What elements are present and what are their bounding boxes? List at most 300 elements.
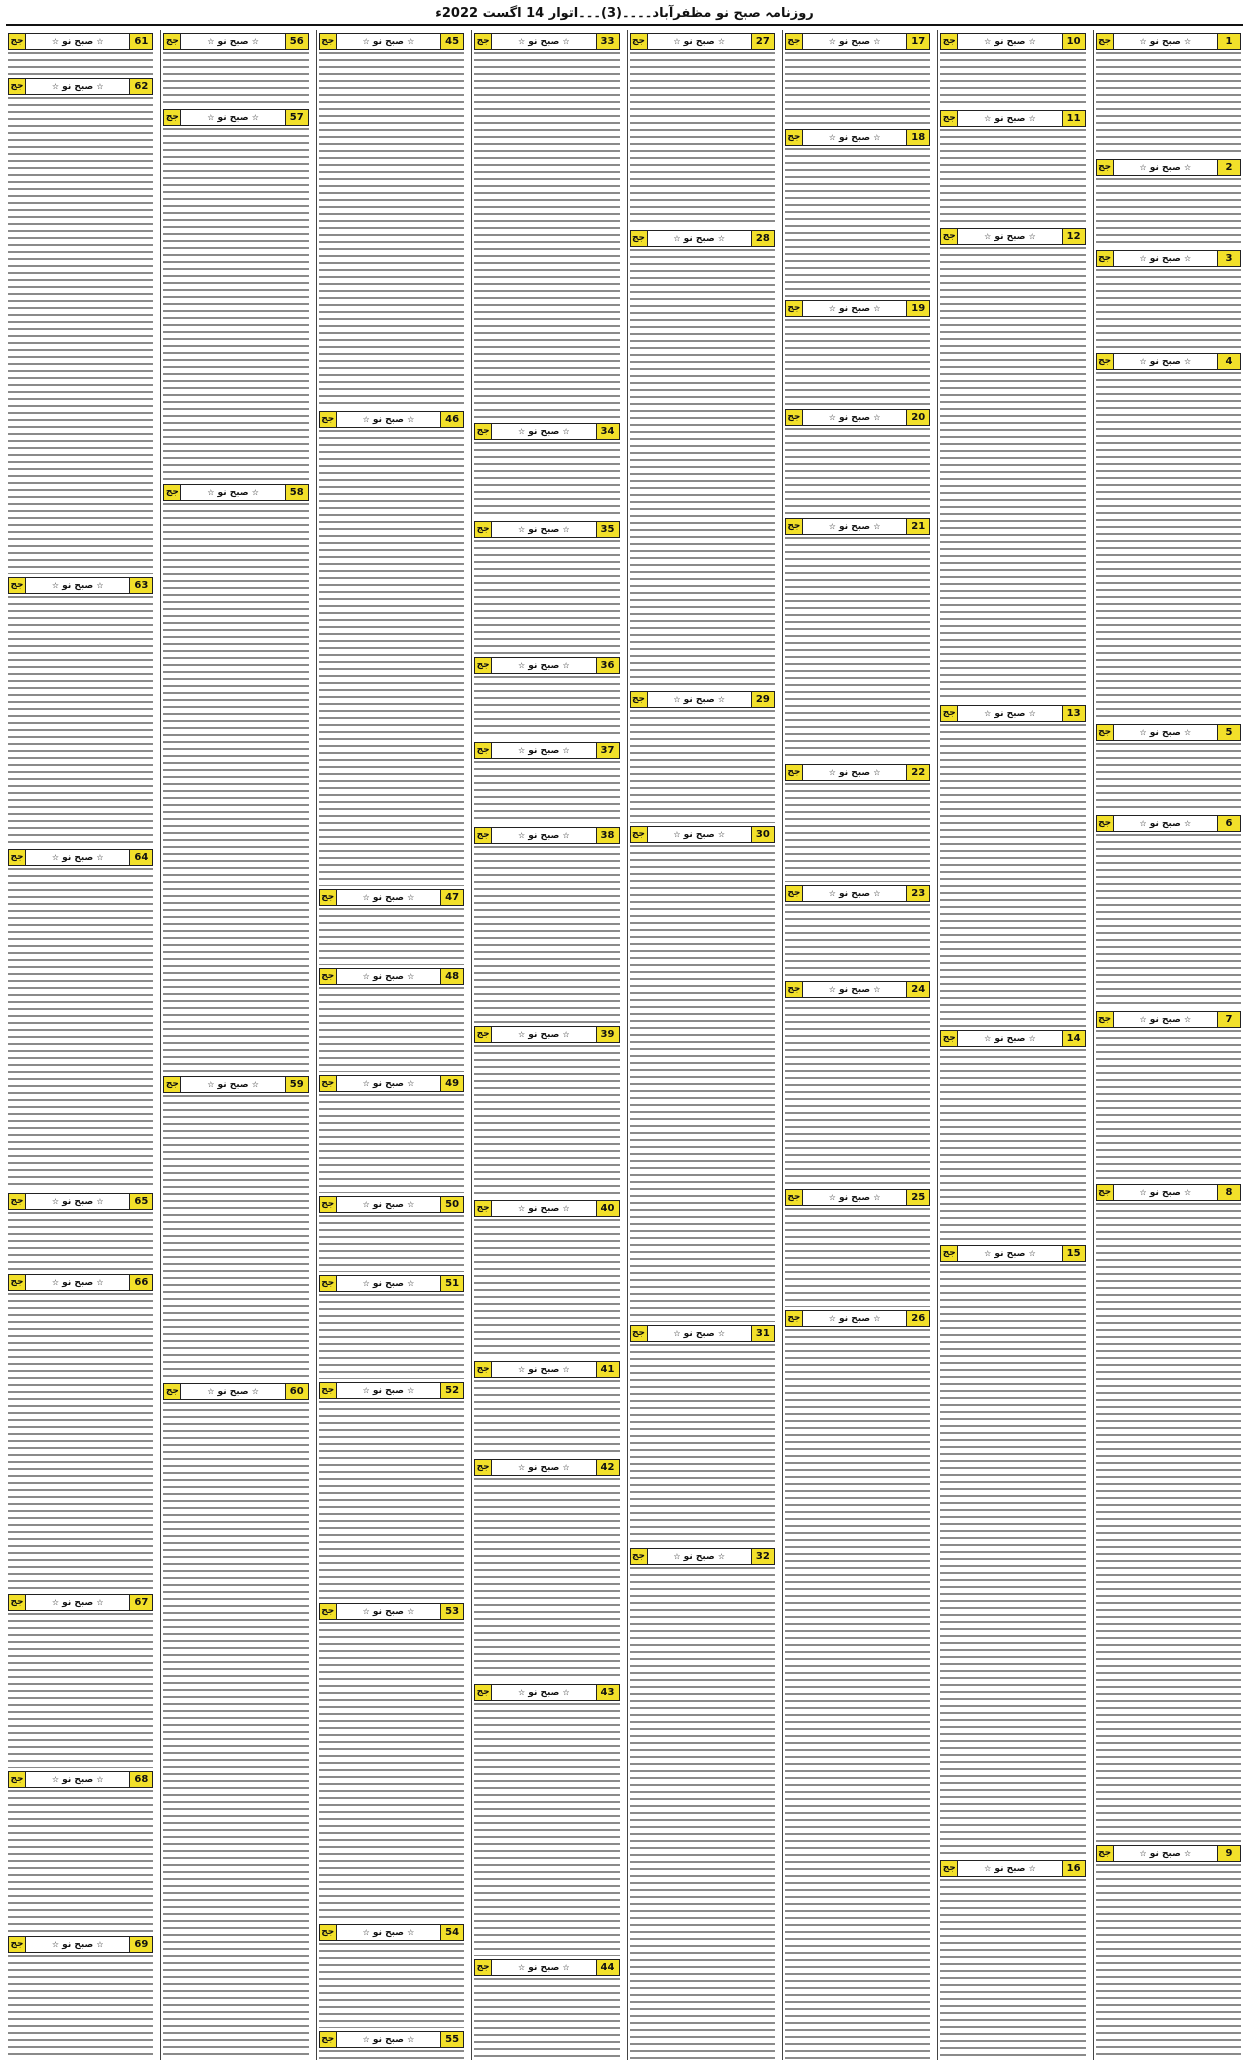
newspaper-name: صبح نو xyxy=(994,1863,1026,1874)
text-lines xyxy=(8,97,153,574)
item-header xyxy=(26,850,129,866)
category-badge: جج xyxy=(9,1937,26,1952)
item-text-block xyxy=(319,52,464,408)
star-icon: ☆ xyxy=(96,1939,104,1949)
star-icon: ☆ xyxy=(873,984,881,994)
star-icon: ☆ xyxy=(873,521,881,531)
newspaper-name: صبح نو xyxy=(372,2034,404,2045)
text-lines xyxy=(163,1402,308,2060)
masthead: روزنامہ صبح نو مظفرآباد۔۔۔۔(3)۔۔۔اتوار 14 اگست 2022ء xyxy=(6,4,1243,26)
star-icon: ☆ xyxy=(1028,1248,1036,1258)
item-text-block xyxy=(319,908,464,965)
news-item xyxy=(474,30,619,420)
item-header xyxy=(337,890,440,906)
category-badge: جج xyxy=(786,1311,803,1326)
star-icon: ☆ xyxy=(51,1939,60,1949)
star-icon: ☆ xyxy=(717,1328,725,1338)
item-number: 12 xyxy=(1062,229,1085,244)
newspaper-name: صبح نو xyxy=(372,971,404,982)
item-header-bar xyxy=(474,827,619,844)
category-badge: جج xyxy=(941,229,958,244)
item-header xyxy=(958,229,1061,245)
item-header-bar xyxy=(474,1959,619,1976)
newspaper-name: صبح نو xyxy=(528,1364,560,1375)
item-number: 17 xyxy=(906,34,929,49)
star-icon: ☆ xyxy=(673,1551,681,1561)
star-icon: ☆ xyxy=(362,1199,370,1209)
item-text-block xyxy=(474,1045,619,1197)
star-icon: ☆ xyxy=(828,767,836,777)
star-icon: ☆ xyxy=(717,1551,725,1561)
star-icon: ☆ xyxy=(1139,36,1147,46)
category-badge: جج xyxy=(164,1384,181,1399)
item-header xyxy=(1114,251,1217,267)
item-header-bar xyxy=(163,33,308,50)
item-number: 66 xyxy=(129,1275,152,1290)
news-item xyxy=(319,886,464,965)
item-number: 29 xyxy=(751,692,774,707)
news-item xyxy=(163,1073,308,1380)
newspaper-name: صبح نو xyxy=(994,36,1026,47)
item-header xyxy=(648,1549,751,1565)
newspaper-name: صبح نو xyxy=(62,1277,94,1288)
category-badge: جج xyxy=(475,424,492,439)
item-number: 28 xyxy=(751,231,774,246)
item-number: 35 xyxy=(596,522,619,537)
star-icon: ☆ xyxy=(407,1199,415,1209)
text-lines xyxy=(785,537,930,761)
star-icon: ☆ xyxy=(207,36,215,46)
item-text-block xyxy=(785,52,930,126)
item-number: 8 xyxy=(1217,1185,1240,1200)
news-item xyxy=(1096,350,1241,721)
item-text-block xyxy=(8,1955,153,2060)
news-item xyxy=(474,654,619,739)
newspaper-name: صبح نو xyxy=(1149,356,1181,367)
category-badge: جج xyxy=(320,890,337,905)
item-header xyxy=(337,969,440,985)
item-header-bar xyxy=(319,2031,464,2048)
item-header-bar xyxy=(8,577,153,594)
star-icon: ☆ xyxy=(1139,162,1147,172)
item-text-block xyxy=(785,783,930,882)
newspaper-name: صبح نو xyxy=(683,829,715,840)
item-text-block xyxy=(319,987,464,1072)
newspaper-name: صبح نو xyxy=(372,892,404,903)
item-text-block xyxy=(630,710,775,823)
item-header xyxy=(26,34,129,50)
item-number: 15 xyxy=(1062,1246,1085,1261)
item-header-bar xyxy=(319,968,464,985)
news-item xyxy=(8,846,153,1190)
text-lines xyxy=(8,52,153,75)
star-icon: ☆ xyxy=(984,1248,992,1258)
star-icon: ☆ xyxy=(562,426,570,436)
text-lines xyxy=(785,319,930,406)
category-badge: جج xyxy=(320,2032,337,2047)
item-header xyxy=(26,578,129,594)
text-lines xyxy=(940,247,1085,702)
item-header-bar xyxy=(474,1026,619,1043)
item-header xyxy=(958,111,1061,127)
news-item xyxy=(319,1193,464,1272)
item-header-bar xyxy=(785,409,930,426)
item-number: 23 xyxy=(906,886,929,901)
item-number: 45 xyxy=(440,34,463,49)
text-lines xyxy=(1096,269,1241,350)
star-icon: ☆ xyxy=(828,303,836,313)
star-icon: ☆ xyxy=(1183,1014,1192,1024)
item-header-bar xyxy=(785,764,930,781)
item-number: 18 xyxy=(906,130,929,145)
text-lines xyxy=(785,52,930,126)
star-icon: ☆ xyxy=(517,745,526,755)
item-text-block xyxy=(8,52,153,75)
newspaper-name: صبح نو xyxy=(62,1597,94,1608)
item-header-bar xyxy=(1096,353,1241,370)
news-item xyxy=(630,227,775,688)
star-icon: ☆ xyxy=(251,112,259,122)
item-number: 1 xyxy=(1217,34,1240,49)
star-icon: ☆ xyxy=(407,1385,415,1395)
star-icon: ☆ xyxy=(362,1385,370,1395)
item-text-block xyxy=(319,1294,464,1379)
item-number: 39 xyxy=(596,1027,619,1042)
category-badge: جج xyxy=(786,130,803,145)
text-lines xyxy=(319,430,464,886)
newspaper-name: صبح نو xyxy=(372,414,404,425)
star-icon: ☆ xyxy=(96,580,104,590)
item-number: 56 xyxy=(285,34,308,49)
text-lines xyxy=(940,1264,1085,1857)
star-icon: ☆ xyxy=(1028,1863,1036,1873)
item-number: 3 xyxy=(1217,251,1240,266)
item-header xyxy=(337,1925,440,1941)
item-header xyxy=(337,34,440,50)
item-text-block xyxy=(319,1215,464,1272)
news-item xyxy=(940,30,1085,107)
item-text-block xyxy=(1096,178,1241,247)
news-item xyxy=(319,1272,464,1379)
item-number: 11 xyxy=(1062,111,1085,126)
item-header-bar xyxy=(940,1245,1085,1262)
item-header-bar xyxy=(8,1594,153,1611)
category-badge: جج xyxy=(786,301,803,316)
newspaper-name: صبح نو xyxy=(683,1328,715,1339)
category-badge: جج xyxy=(941,1246,958,1261)
category-badge: جج xyxy=(1097,1185,1114,1200)
item-text-block xyxy=(940,1264,1085,1857)
news-item xyxy=(785,515,930,761)
category-badge: جج xyxy=(941,34,958,49)
item-number: 65 xyxy=(129,1194,152,1209)
item-number: 26 xyxy=(906,1311,929,1326)
item-number: 24 xyxy=(906,982,929,997)
newspaper-name: صبح نو xyxy=(839,888,871,899)
newspaper-name: صبح نو xyxy=(217,1079,249,1090)
newspaper-name: صبح نو xyxy=(994,231,1026,242)
item-number: 38 xyxy=(596,828,619,843)
category-badge: جج xyxy=(786,886,803,901)
star-icon: ☆ xyxy=(1028,36,1036,46)
item-header-bar xyxy=(940,228,1085,245)
news-item xyxy=(319,2028,464,2060)
text-lines xyxy=(319,1943,464,2028)
item-number: 57 xyxy=(285,110,308,125)
item-number: 37 xyxy=(596,743,619,758)
text-lines xyxy=(785,148,930,297)
item-header xyxy=(803,130,906,146)
item-number: 40 xyxy=(596,1201,619,1216)
star-icon: ☆ xyxy=(407,892,415,902)
news-item xyxy=(474,1358,619,1456)
star-icon: ☆ xyxy=(673,694,681,704)
item-header xyxy=(181,110,284,126)
text-lines xyxy=(8,1293,153,1591)
category-badge: جج xyxy=(1097,1012,1114,1027)
news-item xyxy=(785,297,930,406)
newspaper-name: صبح نو xyxy=(372,36,404,47)
item-header-bar xyxy=(319,1196,464,1213)
category-badge: جج xyxy=(9,1194,26,1209)
star-icon: ☆ xyxy=(407,414,415,424)
newspaper-name: صبح نو xyxy=(372,1927,404,1938)
text-lines xyxy=(1096,372,1241,721)
newspaper-name: صبح نو xyxy=(528,830,560,841)
item-header xyxy=(26,1275,129,1291)
star-icon: ☆ xyxy=(407,36,415,46)
star-icon: ☆ xyxy=(1183,356,1192,366)
item-header xyxy=(181,1384,284,1400)
star-icon: ☆ xyxy=(251,487,259,497)
text-lines xyxy=(319,1215,464,1272)
item-number: 6 xyxy=(1217,816,1240,831)
item-number: 33 xyxy=(596,34,619,49)
newspaper-name: صبح نو xyxy=(1149,818,1181,829)
text-lines xyxy=(630,52,775,227)
newspaper-name: صبح نو xyxy=(683,36,715,47)
news-item xyxy=(1096,721,1241,812)
item-header-bar xyxy=(1096,724,1241,741)
newspaper-name: صبح نو xyxy=(683,694,715,705)
newspaper-name: صبح نو xyxy=(528,1462,560,1473)
news-item xyxy=(630,1545,775,2060)
item-header xyxy=(492,522,595,538)
item-text-block xyxy=(1096,1030,1241,1181)
item-header-bar xyxy=(474,657,619,674)
column-5 xyxy=(471,30,621,2060)
news-item xyxy=(1096,1842,1241,2060)
item-header xyxy=(803,519,906,535)
item-text-block xyxy=(630,52,775,227)
category-badge: جج xyxy=(9,578,26,593)
news-item xyxy=(785,30,930,126)
star-icon: ☆ xyxy=(828,888,836,898)
category-badge: جج xyxy=(320,1197,337,1212)
star-icon: ☆ xyxy=(1139,818,1147,828)
item-number: 64 xyxy=(129,850,152,865)
item-header-bar xyxy=(8,849,153,866)
newspaper-name: صبح نو xyxy=(683,1551,715,1562)
item-header-bar xyxy=(474,1361,619,1378)
star-icon: ☆ xyxy=(562,1029,570,1039)
category-badge: جج xyxy=(320,969,337,984)
item-text-block xyxy=(319,1943,464,2028)
item-number: 20 xyxy=(906,410,929,425)
category-badge: جج xyxy=(1097,1846,1114,1861)
newspaper-name: صبح نو xyxy=(528,36,560,47)
item-number: 50 xyxy=(440,1197,463,1212)
star-icon: ☆ xyxy=(251,1386,259,1396)
text-lines xyxy=(1096,834,1241,1008)
news-item xyxy=(474,1197,619,1358)
text-lines xyxy=(8,1955,153,2060)
item-text-block xyxy=(785,1329,930,2060)
item-text-block xyxy=(319,1401,464,1600)
newspaper-name: صبح نو xyxy=(62,1939,94,1950)
item-header-bar xyxy=(1096,33,1241,50)
newspaper-name: صبح نو xyxy=(1149,1848,1181,1859)
news-item xyxy=(8,30,153,75)
item-text-block xyxy=(163,503,308,1073)
item-header xyxy=(181,34,284,50)
item-header-bar xyxy=(474,1684,619,1701)
news-item xyxy=(785,406,930,515)
star-icon: ☆ xyxy=(873,303,881,313)
item-header xyxy=(648,231,751,247)
category-badge: جج xyxy=(631,231,648,246)
star-icon: ☆ xyxy=(1139,356,1147,366)
star-icon: ☆ xyxy=(362,414,370,424)
category-badge: جج xyxy=(631,827,648,842)
category-badge: جج xyxy=(941,1861,958,1876)
star-icon: ☆ xyxy=(1028,708,1036,718)
newspaper-name: صبح نو xyxy=(217,36,249,47)
item-number: 2 xyxy=(1217,160,1240,175)
text-lines xyxy=(785,904,930,978)
item-text-block xyxy=(1096,1864,1241,2060)
news-item xyxy=(8,1271,153,1591)
text-lines xyxy=(630,710,775,823)
star-icon: ☆ xyxy=(717,36,725,46)
text-lines xyxy=(319,1094,464,1193)
star-icon: ☆ xyxy=(51,1196,60,1206)
text-lines xyxy=(474,761,619,824)
newspaper-name: صبح نو xyxy=(372,1385,404,1396)
item-number: 21 xyxy=(906,519,929,534)
category-badge: جج xyxy=(320,1925,337,1940)
text-lines xyxy=(785,1329,930,2060)
text-lines xyxy=(630,1567,775,2060)
text-lines xyxy=(785,1208,930,1307)
text-lines xyxy=(474,1703,619,1956)
item-number: 52 xyxy=(440,1383,463,1398)
item-header-bar xyxy=(1096,1184,1241,1201)
item-header xyxy=(181,485,284,501)
newspaper-name: صبح نو xyxy=(217,1386,249,1397)
news-item xyxy=(940,1242,1085,1857)
item-header xyxy=(803,982,906,998)
star-icon: ☆ xyxy=(517,1462,526,1472)
item-header-bar xyxy=(1096,159,1241,176)
item-header-bar xyxy=(630,230,775,247)
star-icon: ☆ xyxy=(828,984,836,994)
news-item xyxy=(630,823,775,1322)
item-text-block xyxy=(940,1049,1085,1242)
star-icon: ☆ xyxy=(562,36,570,46)
item-header xyxy=(26,79,129,95)
category-badge: جج xyxy=(320,1383,337,1398)
item-number: 22 xyxy=(906,765,929,780)
category-badge: جج xyxy=(786,982,803,997)
item-text-block xyxy=(474,846,619,1023)
item-number: 13 xyxy=(1062,706,1085,721)
text-lines xyxy=(940,724,1085,1027)
item-header xyxy=(1114,725,1217,741)
item-number: 30 xyxy=(751,827,774,842)
item-header-bar xyxy=(474,1200,619,1217)
newspaper-name: صبح نو xyxy=(839,984,871,995)
item-text-block xyxy=(8,596,153,846)
item-text-block xyxy=(474,1478,619,1681)
item-text-block xyxy=(474,676,619,739)
newspaper-name: صبح نو xyxy=(1149,727,1181,738)
item-header-bar xyxy=(474,1459,619,1476)
news-item xyxy=(940,1027,1085,1242)
item-header-bar xyxy=(785,885,930,902)
star-icon: ☆ xyxy=(362,971,370,981)
newspaper-name: صبح نو xyxy=(372,1606,404,1617)
news-item xyxy=(319,30,464,408)
category-badge: جج xyxy=(1097,160,1114,175)
category-badge: جج xyxy=(475,522,492,537)
item-header-bar xyxy=(474,742,619,759)
item-header-bar xyxy=(630,826,775,843)
item-text-block xyxy=(163,1402,308,2060)
star-icon: ☆ xyxy=(96,1277,104,1287)
category-badge: جج xyxy=(1097,34,1114,49)
star-icon: ☆ xyxy=(562,660,570,670)
category-badge: جج xyxy=(786,34,803,49)
item-header-bar xyxy=(319,889,464,906)
item-header-bar xyxy=(319,411,464,428)
item-number: 27 xyxy=(751,34,774,49)
category-badge: جج xyxy=(9,1772,26,1787)
text-lines xyxy=(940,1879,1085,2060)
item-text-block xyxy=(940,247,1085,702)
news-item xyxy=(163,1380,308,2060)
star-icon: ☆ xyxy=(984,1863,992,1873)
item-header-bar xyxy=(474,33,619,50)
star-icon: ☆ xyxy=(517,524,526,534)
item-text-block xyxy=(1096,52,1241,156)
star-icon: ☆ xyxy=(362,1078,370,1088)
column-1 xyxy=(1093,30,1243,2060)
text-lines xyxy=(319,1622,464,1921)
item-header xyxy=(958,34,1061,50)
news-item xyxy=(1096,30,1241,156)
text-lines xyxy=(163,52,308,106)
item-header-bar xyxy=(474,521,619,538)
item-header xyxy=(492,1460,595,1476)
item-header xyxy=(803,765,906,781)
item-header-bar xyxy=(163,484,308,501)
news-item xyxy=(1096,812,1241,1008)
star-icon: ☆ xyxy=(517,660,526,670)
star-icon: ☆ xyxy=(984,708,992,718)
news-item xyxy=(319,1072,464,1193)
star-icon: ☆ xyxy=(984,113,992,123)
